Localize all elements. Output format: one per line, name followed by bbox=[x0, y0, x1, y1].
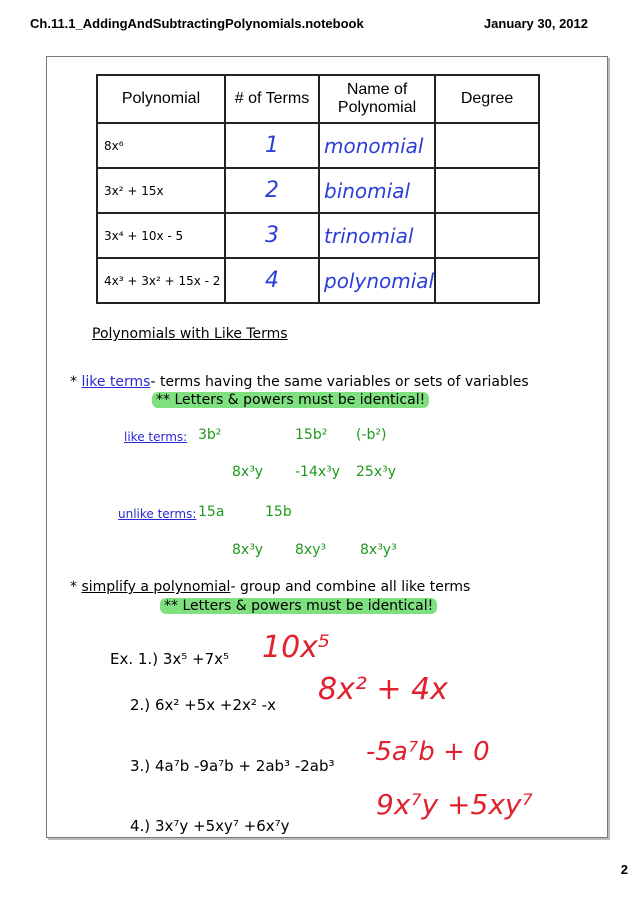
like-term-item: 8x³y bbox=[232, 464, 264, 480]
unlike-terms-label: unlike terms: bbox=[118, 507, 197, 521]
example-expression: 3x⁷y +5xy⁷ +6x⁷y bbox=[154, 817, 290, 835]
like-term-item: (-b²) bbox=[356, 427, 387, 443]
like-terms-label: like terms: bbox=[124, 430, 188, 444]
header-name: Name of Polynomial bbox=[319, 75, 435, 123]
like-term-item: -14x³y bbox=[295, 464, 341, 480]
header-degree: Degree bbox=[435, 75, 539, 123]
like-term-item: 15b² bbox=[295, 427, 328, 443]
table-row bbox=[97, 258, 539, 303]
header-num-terms: # of Terms bbox=[225, 75, 319, 123]
section-title: Polynomials with Like Terms bbox=[92, 326, 288, 342]
like-terms-note bbox=[152, 392, 429, 408]
table-header-row bbox=[97, 75, 539, 123]
cell-name: polynomial bbox=[319, 258, 435, 303]
cell-polynomial: 3x⁴ + 10x - 5 bbox=[97, 213, 225, 258]
example-1-answer: 10x⁵ bbox=[262, 630, 330, 665]
unlike-term-item: 8x³y bbox=[232, 542, 264, 558]
cell-name: binomial bbox=[319, 168, 435, 213]
example-label: 2.) bbox=[130, 696, 151, 714]
page-number: 2 bbox=[620, 862, 628, 877]
cell-terms: 4 bbox=[225, 258, 319, 303]
unlike-term-item: 15b bbox=[265, 504, 292, 520]
cell-terms: 1 bbox=[225, 123, 319, 168]
example-3 bbox=[130, 757, 335, 775]
example-2-answer: 8x² + 4x bbox=[318, 672, 448, 707]
example-expression: 3x⁵ +7x⁵ bbox=[162, 650, 230, 668]
simplify-note-text: ** Letters & powers must be identical! bbox=[160, 598, 437, 614]
example-2 bbox=[130, 696, 276, 714]
cell-polynomial: 3x² + 15x bbox=[97, 168, 225, 213]
example-expression: 6x² +5x +2x² -x bbox=[154, 696, 276, 714]
header-polynomial: Polynomial bbox=[97, 75, 225, 123]
like-term-item: 3b² bbox=[198, 427, 222, 443]
example-4-answer: 9x⁷y +5xy⁷ bbox=[376, 788, 533, 821]
polynomial-table bbox=[96, 74, 540, 304]
unlike-term-item: 8xy³ bbox=[295, 542, 327, 558]
example-label: 4.) bbox=[130, 817, 151, 835]
simplify-definition-text: - group and combine all like terms bbox=[230, 579, 471, 595]
like-terms-term: like terms bbox=[81, 374, 151, 390]
like-terms-definition: * like terms- terms having the same variables or sets of variables bbox=[70, 374, 529, 390]
table-row bbox=[97, 123, 539, 168]
like-terms-note-text: ** Letters & powers must be identical! bbox=[152, 392, 429, 408]
like-terms-definition-text: - terms having the same variables or sets of variables bbox=[150, 374, 529, 390]
cell-degree bbox=[435, 213, 539, 258]
cell-degree bbox=[435, 168, 539, 213]
unlike-term-item: 15a bbox=[198, 504, 225, 520]
like-term-item: 25x³y bbox=[356, 464, 396, 480]
cell-terms: 2 bbox=[225, 168, 319, 213]
cell-name: monomial bbox=[319, 123, 435, 168]
unlike-term-item: 8x³y³ bbox=[360, 542, 397, 558]
example-expression: 4a⁷b -9a⁷b + 2ab³ -2ab³ bbox=[154, 757, 335, 775]
cell-degree bbox=[435, 258, 539, 303]
cell-terms: 3 bbox=[225, 213, 319, 258]
cell-name: trinomial bbox=[319, 213, 435, 258]
table-row bbox=[97, 213, 539, 258]
simplify-term: simplify a polynomial bbox=[81, 579, 231, 595]
example-1 bbox=[110, 650, 229, 668]
page-date: January 30, 2012 bbox=[483, 16, 588, 31]
cell-polynomial: 4x³ + 3x² + 15x - 2 bbox=[97, 258, 225, 303]
simplify-note bbox=[160, 598, 437, 614]
simplify-definition: * simplify a polynomial- group and combine all like terms bbox=[70, 579, 471, 595]
cell-degree bbox=[435, 123, 539, 168]
notebook-title: Ch.11.1_AddingAndSubtractingPolynomials.notebook bbox=[30, 16, 364, 31]
table-row bbox=[97, 168, 539, 213]
example-label: 3.) bbox=[130, 757, 151, 775]
example-4 bbox=[130, 817, 290, 835]
cell-polynomial: 8x⁶ bbox=[97, 123, 225, 168]
example-label: Ex. 1.) bbox=[110, 650, 159, 668]
example-3-answer: -5a⁷b + 0 bbox=[366, 737, 490, 767]
